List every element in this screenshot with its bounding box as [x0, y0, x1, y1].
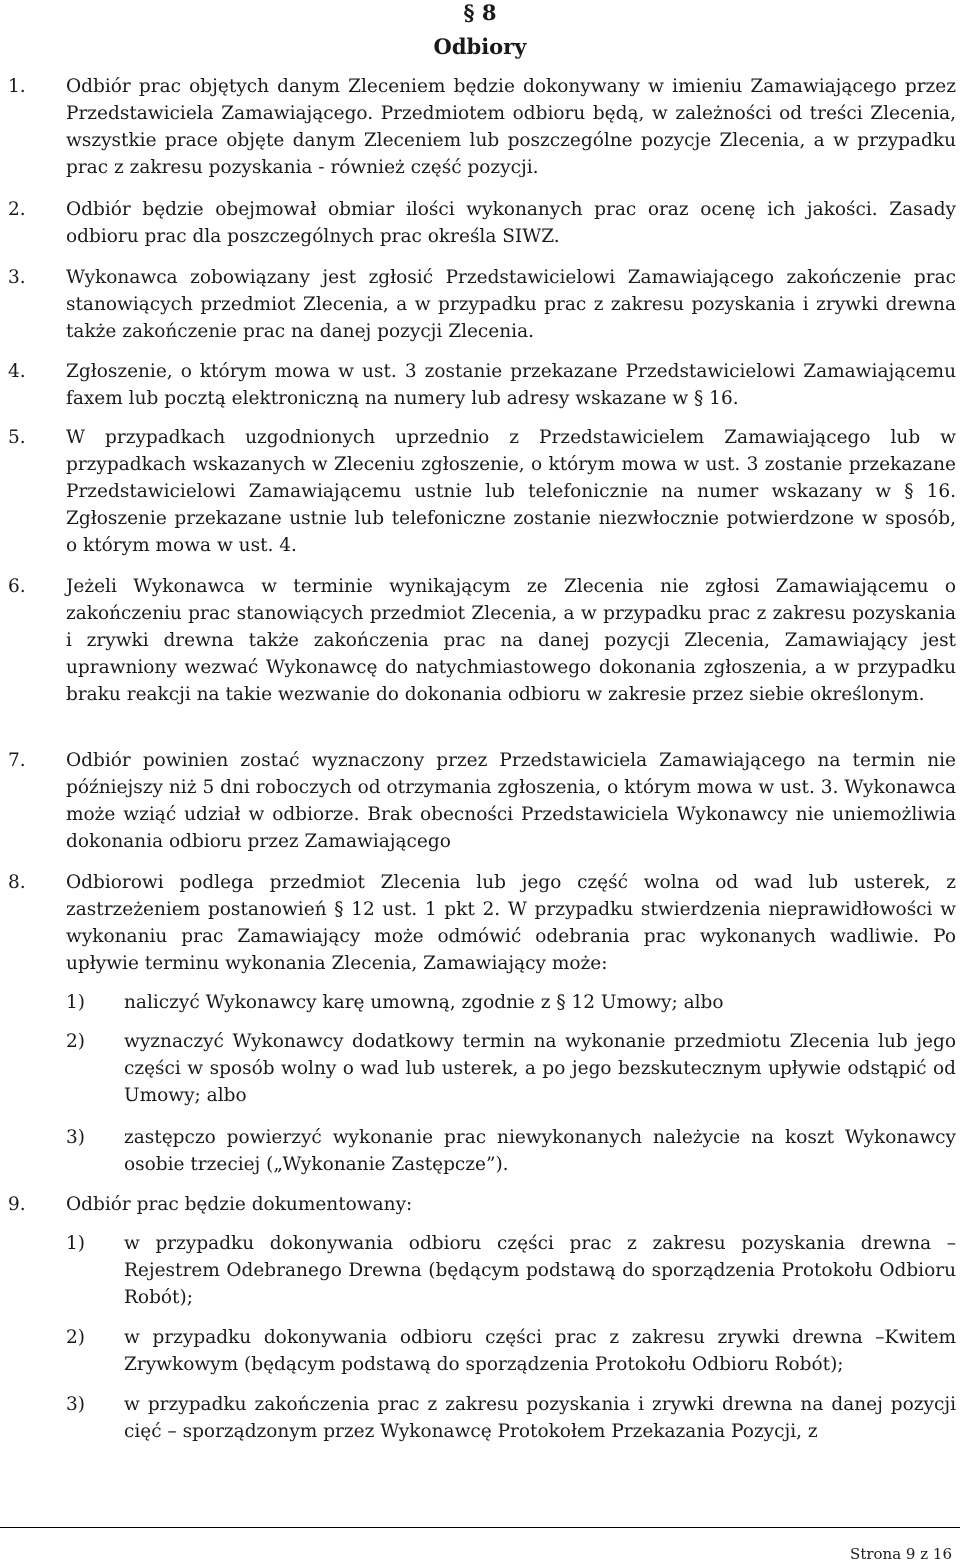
point-8-sub-3-text: zastępczo powierzyć wykonanie prac niewykonanych należycie na koszt Wykonawcy osobie trzeciej („Wykonanie Zastępcze”). [124, 1127, 956, 1175]
point-7-number: 7. [8, 750, 26, 771]
point-6-number: 6. [8, 576, 26, 597]
point-4-number: 4. [8, 361, 26, 382]
point-8-sub-3-number: 3) [66, 1127, 85, 1148]
point-9-sub-3-number: 3) [66, 1394, 85, 1415]
point-7-text: Odbiór powinien zostać wyznaczony przez Przedstawiciela Zamawiającego na termin nie późniejszy niż 5 dni roboczych od otrzymania zgłoszenia, o którym mowa w ust. 3. Wykonawca może wziąć udział w odbiorze. Brak obecności Przedstawiciela Wykonawcy nie uniemożliwia dokonania odbioru przez Zamawiającego [66, 750, 956, 852]
point-9-sub-2-number: 2) [66, 1327, 85, 1348]
page-number: Strona 9 z 16 [850, 1545, 952, 1563]
point-5-text: W przypadkach uzgodnionych uprzednio z Przedstawicielem Zamawiającego lub w przypadkach wskazanych w Zleceniu zgłoszenie, o którym mowa w ust. 3 zostanie przekazane Przedstawicielowi Zamawiającemu ustnie lub telefonicznie na numer wskazany w § 16. Zgłoszenie przekazane ustnie lub telefoniczne zostanie niezwłocznie potwierdzone w sposób, o którym mowa w ust. 4. [66, 427, 956, 556]
point-8-number: 8. [8, 872, 26, 893]
point-8-sub-2-number: 2) [66, 1031, 85, 1052]
point-2-text: Odbiór będzie obejmował obmiar ilości wykonanych prac oraz ocenę ich jakości. Zasady odbioru prac dla poszczególnych prac określa SIWZ. [66, 199, 956, 247]
point-8-sub-2-text: wyznaczyć Wykonawcy dodatkowy termin na wykonanie przedmiotu Zlecenia lub jego części w sposób wolny o wad lub usterek, a po jego bezskutecznym upływie odstąpić od Umowy; albo [124, 1031, 956, 1106]
section-title: Odbiory [433, 34, 527, 59]
point-8-sub-1-number: 1) [66, 992, 85, 1013]
point-8-text: Odbiorowi podlega przedmiot Zlecenia lub jego część wolna od wad lub usterek, z zastrzeżeniem postanowień § 12 ust. 1 pkt 2. W przypadku stwierdzenia nieprawidłowości w wykonaniu prac Zamawiający może odmówić odebrania prac wykonanych wadliwie. Po upływie terminu wykonania Zlecenia, Zamawiający może: [66, 872, 956, 974]
point-3-text: Wykonawca zobowiązany jest zgłosić Przedstawicielowi Zamawiającego zakończenie prac stanowiących przedmiot Zlecenia, a w przypadku prac z zakresu pozyskania i zrywki drewna także zakończenie prac na danej pozycji Zlecenia. [66, 267, 956, 342]
footer-divider [0, 1527, 960, 1528]
point-1-number: 1. [8, 76, 26, 97]
point-3-number: 3. [8, 267, 26, 288]
point-6-text: Jeżeli Wykonawca w terminie wynikającym ze Zlecenia nie zgłosi Zamawiającemu o zakończeniu prac stanowiących przedmiot Zlecenia, a w przypadku prac z zakresu pozyskania i zrywki drewna także zakończenia prac na danej pozycji Zlecenia, Zamawiający jest uprawniony wezwać Wykonawcę do natychmiastowego dokonania zgłoszenia, a w przypadku braku reakcji na takie wezwanie do dokonania odbioru w zakresie przez siebie określonym. [66, 576, 956, 705]
point-5-number: 5. [8, 427, 26, 448]
point-9-number: 9. [8, 1194, 26, 1215]
point-9-sub-3-text: w przypadku zakończenia prac z zakresu pozyskania i zrywki drewna na danej pozycji cięć – sporządzonym przez Wykonawcę Protokołem Przekazania Pozycji, z [124, 1394, 956, 1442]
point-4-text: Zgłoszenie, o którym mowa w ust. 3 zostanie przekazane Przedstawicielowi Zamawiającemu faxem lub pocztą elektroniczną na numery lub adresy wskazane w § 16. [66, 361, 956, 409]
point-9-text: Odbiór prac będzie dokumentowany: [66, 1194, 413, 1215]
point-9-sub-1-number: 1) [66, 1233, 85, 1254]
point-2-number: 2. [8, 199, 26, 220]
section-number: § 8 [463, 0, 497, 25]
point-1-text: Odbiór prac objętych danym Zleceniem będzie dokonywany w imieniu Zamawiającego przez Przedstawiciela Zamawiającego. Przedmiotem odbioru będą, w zależności od treści Zlecenia, wszystkie prace objęte danym Zleceniem lub poszczególne pozycje Zlecenia, a w przypadku prac z zakresu pozyskania - również część pozycji. [66, 76, 956, 178]
point-9-sub-1-text: w przypadku dokonywania odbioru części prac z zakresu pozyskania drewna – Rejestrem Odebranego Drewna (będącym podstawą do sporządzenia Protokołu Odbioru Robót); [124, 1233, 956, 1308]
point-9-sub-2-text: w przypadku dokonywania odbioru części prac z zakresu zrywki drewna –Kwitem Zrywkowym (będącym podstawą do sporządzenia Protokołu Odbioru Robót); [124, 1327, 956, 1375]
point-8-sub-1-text: naliczyć Wykonawcy karę umowną, zgodnie z § 12 Umowy; albo [124, 992, 724, 1013]
